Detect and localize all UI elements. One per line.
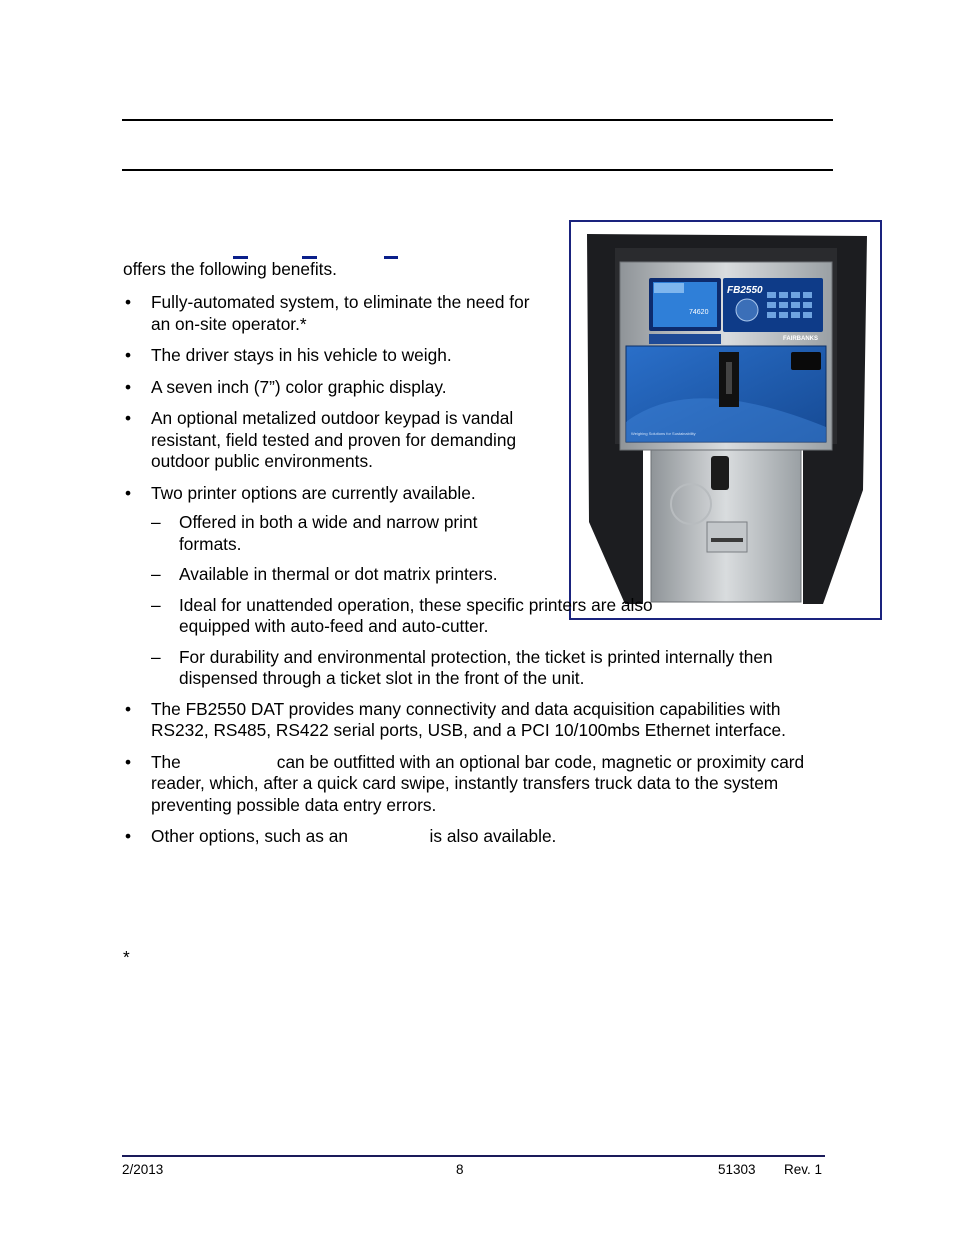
sub-item-text: Available in thermal or dot matrix printers. <box>179 564 498 584</box>
bullet: • <box>124 751 132 772</box>
benefit-text: Fully-automated system, to eliminate the need for an on-site operator.* <box>151 292 530 334</box>
benefit-text: Two printer options are currently available. <box>151 482 476 503</box>
benefit-text: A seven inch (7”) color graphic display. <box>151 376 447 397</box>
header-rule-top <box>122 119 833 121</box>
list-item <box>123 377 843 399</box>
list-item <box>123 408 553 473</box>
sub-list-item <box>123 647 839 690</box>
sub-item-text: For durability and environmental protection, the ticket is printed internally then dispensed through a ticket slot in the front of the unit. <box>179 646 773 688</box>
footer-date: 2/2013 <box>122 1162 164 1177</box>
bullet: • <box>124 826 132 846</box>
dash: – <box>151 594 161 615</box>
bullet: • <box>124 292 132 312</box>
bullet: • <box>124 482 132 503</box>
footer-page-number: 8 <box>456 1162 464 1177</box>
list-item <box>123 292 543 335</box>
header-rule-bottom <box>122 169 833 171</box>
footer-doc-number: 51303 <box>718 1162 756 1177</box>
dash: – <box>151 512 161 532</box>
bullet: • <box>124 408 132 428</box>
sub-list-item <box>123 512 519 555</box>
list-item <box>123 699 811 742</box>
sub-list-item <box>123 595 719 638</box>
benefit-text: The FB2550 DAT provides many connectivity and data acquisition capabilities with RS232, RS485, RS422 serial ports, USB, and a PCI 10/100mbs Ethernet interface. <box>151 698 786 740</box>
benefit-text: The can be outfitted with an optional bar code, magnetic or proximity card reader, which, after a quick card swipe, instantly transfers truck data to the system preventing possible data entry errors. <box>151 751 809 815</box>
list-item <box>123 483 843 505</box>
bullet: • <box>124 698 132 719</box>
benefit-text: The driver stays in his vehicle to weigh. <box>151 345 452 365</box>
brand-label: FAIRBANKS <box>783 336 819 342</box>
footer-rule <box>122 1155 825 1157</box>
device-model-label: FB2550 <box>727 285 763 296</box>
benefit-text: An optional metalized outdoor keypad is vandal resistant, field tested and proven for demanding outdoor public environments. <box>151 408 517 471</box>
dash: – <box>151 564 161 584</box>
footer-revision: Rev. 1 <box>784 1162 823 1177</box>
sub-list-item <box>123 564 843 586</box>
list-item <box>123 345 843 367</box>
sub-item-text: Offered in both a wide and narrow print formats. <box>179 512 478 554</box>
footnote-marker: * <box>123 947 130 967</box>
benefits-list <box>123 292 843 858</box>
benefit-text: Other options, such as an is also available. <box>151 826 557 846</box>
bullet: • <box>124 345 132 365</box>
link-underline-mark <box>384 256 398 259</box>
intro-text: offers the following benefits. <box>123 259 337 279</box>
list-item <box>123 752 811 817</box>
panel-caption: Weighing Solutions for Sustainability <box>631 431 696 436</box>
dash: – <box>151 646 161 667</box>
bullet: • <box>124 376 132 397</box>
list-item <box>123 826 843 848</box>
screen-readout: 74620 <box>689 309 709 316</box>
sub-item-text: Ideal for unattended operation, these specific printers are also equipped with auto-feed and auto-cutter. <box>179 594 653 636</box>
